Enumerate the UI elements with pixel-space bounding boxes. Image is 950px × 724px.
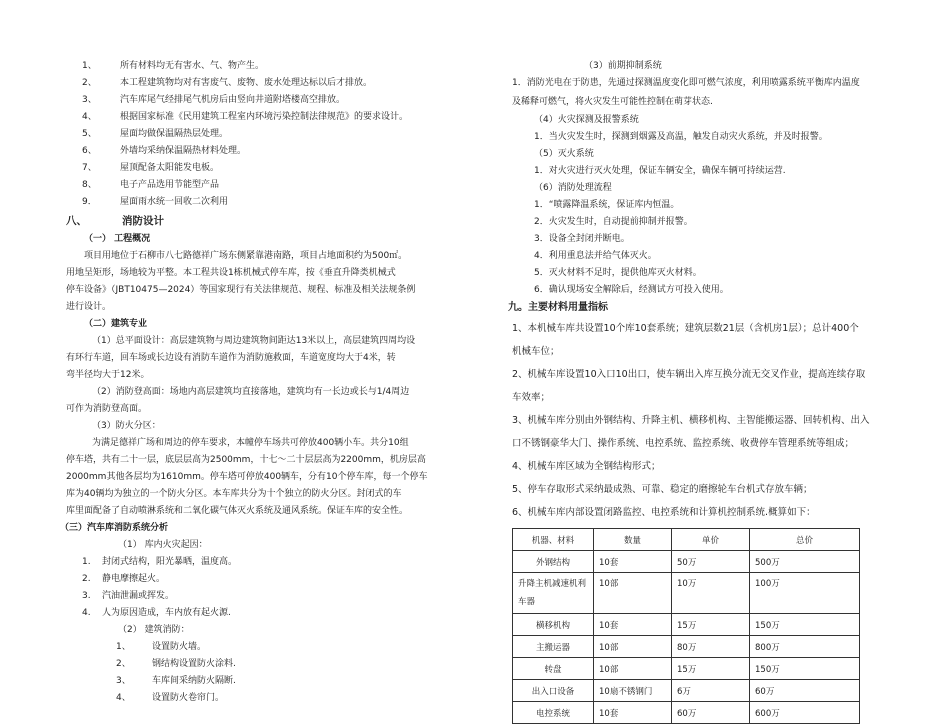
list-item	[66, 177, 480, 194]
text-line: （1）总平面设计：高层建筑物与周边建筑物间距达13米以上，高层建筑四周均设	[92, 336, 416, 346]
text-line: 及稀释可燃气，将火灾发生可能性控制在萌芽状态.	[512, 97, 713, 107]
list-item-text: 人为原因造成，车内放有起火源.	[102, 608, 231, 618]
text-line: 2．火灾发生时，自动提前抑制并报警。	[534, 217, 693, 227]
table-cell: 主搬运器	[513, 636, 594, 658]
fire-access-paragraph	[66, 384, 480, 418]
text-line: 1．消防光电在于防患，先通过探测温度变化即可燃气浓度，利用喷露系统平衡库内温度	[512, 78, 860, 88]
table-cell: 100万	[750, 573, 860, 614]
list-item	[66, 690, 480, 707]
fire-cause-list	[66, 554, 480, 622]
table-row	[513, 551, 860, 573]
list-item-number: 4、	[116, 693, 131, 703]
text-line: （2）消防登高面：场地内高层建筑均直接落地，建筑均有一长边或长与1/4周边	[92, 387, 410, 397]
list-item-text: 汽油泄漏或挥发。	[102, 591, 175, 601]
table-cell: 500万	[750, 551, 860, 573]
text-line: 1．“喷露降温系统，保证库内恒温。	[534, 200, 680, 210]
table-cell: 10套	[594, 614, 672, 636]
table-cell: 转盘	[513, 658, 594, 680]
text-line: 库里面配备了自动喷淋系统和二氧化碳气体灭火系统及通风系统。保证车库的安全性。	[66, 506, 409, 516]
table-cell: 80万	[672, 636, 750, 658]
list-item	[66, 126, 480, 143]
text-line: 项目用地位于石柳市八七路德祥广场东侧紧靠港南路，项目占地面积约为500㎡。	[84, 251, 408, 261]
text-line: 车效率；	[512, 392, 551, 403]
table-row	[513, 573, 860, 614]
list-item-number: 5、	[82, 129, 97, 139]
flow-title: （6）消防处理流程	[534, 183, 612, 193]
text-line: 3．设备全封闭并断电。	[534, 234, 630, 244]
fire-zone-title: （3）防火分区：	[92, 421, 161, 431]
sub-heading-overview: （一） 工程概况	[84, 234, 151, 244]
list-item-text: 静电摩擦起火。	[102, 574, 166, 584]
text-line: 6．确认现场安全解除后，经测试方可投入使用。	[534, 285, 729, 295]
list-item-text: 电子产品选用节能型产品	[120, 180, 220, 190]
list-item-number: 7、	[82, 163, 97, 173]
table-cell: 50万	[672, 551, 750, 573]
table-cell: 60万	[672, 702, 750, 724]
cost-table	[512, 528, 860, 724]
text-line: 库为40辆均为独立的一个防火分区。本车库共分为十个独立的防火分区。封闭式的车	[66, 489, 402, 499]
flow-list	[512, 197, 892, 299]
table-cell: 10套	[594, 551, 672, 573]
text-line: 2000mm其他各层均为1610mm。停车塔可停放400辆车，分有10个停车库，每一个停车	[66, 472, 428, 482]
extinguish-text: 1．对火灾进行灭火处理，保证车辆安全，确保车辆可持续运营.	[534, 166, 786, 176]
table-cell: 10部	[594, 658, 672, 680]
pre-suppression-text	[512, 74, 892, 112]
table-body	[513, 551, 860, 724]
text-line: 机械车位；	[512, 346, 560, 357]
list-item-number: 4.	[82, 608, 91, 618]
fire-zone-paragraph	[66, 435, 480, 520]
table-cell: 60万	[750, 680, 860, 702]
list-item-number: 1、	[82, 61, 97, 71]
list-item-number: 3、	[116, 676, 131, 686]
left-column	[60, 58, 480, 707]
list-item	[66, 160, 480, 177]
list-item-number: 3.	[82, 591, 91, 601]
building-fire-title: （2） 建筑消防：	[118, 625, 190, 635]
list-item-text: 外墙均采纳保温隔热材料处理。	[120, 146, 247, 156]
col-header-material: 机器、材料	[513, 529, 594, 551]
building-fire-list	[66, 639, 480, 707]
table-cell: 电控系统	[513, 702, 594, 724]
list-item	[66, 109, 480, 126]
text-line: 为满足德祥广场和周边的停车要求，本幢停车场共可停放400辆小车。共分10组	[92, 438, 409, 448]
list-item-text: 屋顶配备太阳能发电板。	[120, 163, 220, 173]
table-cell: 600万	[750, 702, 860, 724]
text-line: 2、机械车库设置10入口10出口，使车辆出入库互换分流无交叉作业，提高连续存取	[512, 369, 866, 380]
right-column	[508, 58, 892, 724]
list-item	[66, 554, 480, 571]
list-item	[66, 58, 480, 75]
list-item	[66, 194, 480, 211]
pre-suppression-title: （3）前期抑制系统	[584, 61, 662, 71]
list-item-text: 汽车库尾气经排尾气机房后由竖向井道附塔楼高空排放。	[120, 95, 346, 105]
text-line: 弯半径均大于12米。	[66, 370, 150, 380]
sub-heading-architecture: （二）建筑专业	[84, 319, 148, 329]
table-cell: 800万	[750, 636, 860, 658]
section-8-heading	[66, 211, 480, 231]
table-cell: 横移机构	[513, 614, 594, 636]
list-item-number: 2、	[116, 659, 131, 669]
table-cell: 150万	[750, 658, 860, 680]
overview-paragraph	[66, 248, 480, 316]
text-line: 有环行车道，回车场或长边设有消防车道作为消防施救面，车道宽度均大于4米，转	[66, 353, 396, 363]
text-line: 3、机械车库分别由外钢结构、升降主机、横移机构、主智能搬运器、回转机构、出入	[512, 415, 870, 426]
list-item	[66, 673, 480, 690]
text-line: 可作为消防登高面。	[66, 404, 148, 414]
list-item-text: 封闭式结构，阳光暴晒，温度高。	[102, 557, 238, 567]
section-8-title: 消防设计	[122, 215, 164, 227]
table-cell: 150万	[750, 614, 860, 636]
list-item-text: 设置防火墙。	[152, 642, 207, 652]
fire-cause-title: （1） 库内火灾起因：	[118, 540, 208, 550]
list-item-text: 车库间采纳防火隔断.	[152, 676, 236, 686]
list-item-text: 根据国家标准《民用建筑工程室内环境污染控制法律规范》的要求设计。	[120, 112, 409, 122]
text-line: 4．利用重息法并给气体灭火。	[534, 251, 657, 261]
list-item-number: 9．	[82, 197, 97, 207]
col-header-unit-price: 单价	[672, 529, 750, 551]
table-cell: 6万	[672, 680, 750, 702]
table-cell: 10部	[594, 573, 672, 614]
env-measures-list	[66, 58, 480, 211]
table-row	[513, 702, 860, 724]
list-item-number: 2.	[82, 574, 91, 584]
section-9-heading: 九。主要材料用量指标	[508, 302, 608, 313]
list-item-number: 2、	[82, 78, 97, 88]
section-8-number: 八、	[66, 215, 87, 227]
list-item-number: 3、	[82, 95, 97, 105]
text-line: 4、机械车库区域为全钢结构形式；	[512, 461, 661, 472]
table-cell: 出入口设备	[513, 680, 594, 702]
list-item	[66, 75, 480, 92]
list-item	[66, 143, 480, 160]
indicator-list	[512, 317, 892, 524]
text-line: 5、停车存取形式采纳最成熟、可靠、稳定的磨擦轮车台机式存放车辆；	[512, 484, 813, 495]
table-cell: 15万	[672, 614, 750, 636]
list-item-text: 所有材料均无有害水、气、物产生。	[120, 61, 265, 71]
table-row	[513, 658, 860, 680]
text-line: 停车设备》（JBT10475—2024）等国家现行有关法律规范、规程、标准及相关法规条例	[66, 285, 416, 295]
list-item	[66, 639, 480, 656]
list-item	[66, 656, 480, 673]
text-line: 口不锈钢豪华大门、操作系统、电控系统、监控系统、收费停车管理系统等组成；	[512, 438, 855, 449]
list-item	[66, 571, 480, 588]
list-item-text: 屋面均做保温隔热层处理。	[120, 129, 229, 139]
text-line: 1、本机械车库共设置10个库10套系统；建筑层数21层（含机房1层）；总计400个	[512, 323, 859, 334]
list-item-number: 8、	[82, 180, 97, 190]
text-line: 停车塔，共有二十一层，底层层高为2500mm，十七～二十层层高为2200mm，机房层高	[66, 455, 426, 465]
text-line: 5．灭火材料不足时，提供他库灭火材料。	[534, 268, 702, 278]
list-item-number: 4、	[82, 112, 97, 122]
sub-heading-garage-fire: （三）汽车库消防系统分析	[60, 523, 169, 533]
table-cell: 升降主机减速机利车器	[513, 573, 594, 614]
alarm-text: 1．当火灾发生时，探测到烟露及高温，触发自动灾火系统，并及时报警。	[534, 132, 828, 142]
table-cell: 15万	[672, 658, 750, 680]
text-line: 用地呈矩形，场地较为平整。本工程共设1栋机械式停车库，按《垂直升降类机械式	[66, 268, 396, 278]
list-item	[66, 588, 480, 605]
list-item-text: 设置防火卷帘门。	[152, 693, 225, 703]
alarm-title: （4）火灾探测及报警系统	[534, 115, 639, 125]
list-item-number: 1、	[116, 642, 131, 652]
extinguish-title: （5）灭火系统	[534, 149, 594, 159]
text-line: 6、机械车库内部设置闭路监控、电控系统和计算机控制系统.概算如下：	[512, 507, 816, 518]
table-header-row	[513, 529, 860, 551]
table-row	[513, 614, 860, 636]
table-row	[513, 636, 860, 658]
list-item-number: 6、	[82, 146, 97, 156]
table-cell: 10部	[594, 636, 672, 658]
text-line: 进行设计。	[66, 302, 112, 312]
list-item-text: 屋面雨水统一回收二次利用	[120, 197, 229, 207]
list-item-number: 1.	[82, 557, 91, 567]
table-row	[513, 680, 860, 702]
list-item-text: 本工程建筑物均对有害废气、废物、废水处理达标以后才排放。	[120, 78, 373, 88]
site-plan-paragraph	[66, 333, 480, 384]
col-header-total: 总价	[750, 529, 860, 551]
col-header-quantity: 数量	[594, 529, 672, 551]
table-cell: 10扇不锈钢门	[594, 680, 672, 702]
table-cell: 10万	[672, 573, 750, 614]
list-item-text: 钢结构设置防火涂料.	[152, 659, 236, 669]
table-cell: 外钢结构	[513, 551, 594, 573]
table-cell: 10套	[594, 702, 672, 724]
list-item	[66, 605, 480, 622]
list-item	[66, 92, 480, 109]
